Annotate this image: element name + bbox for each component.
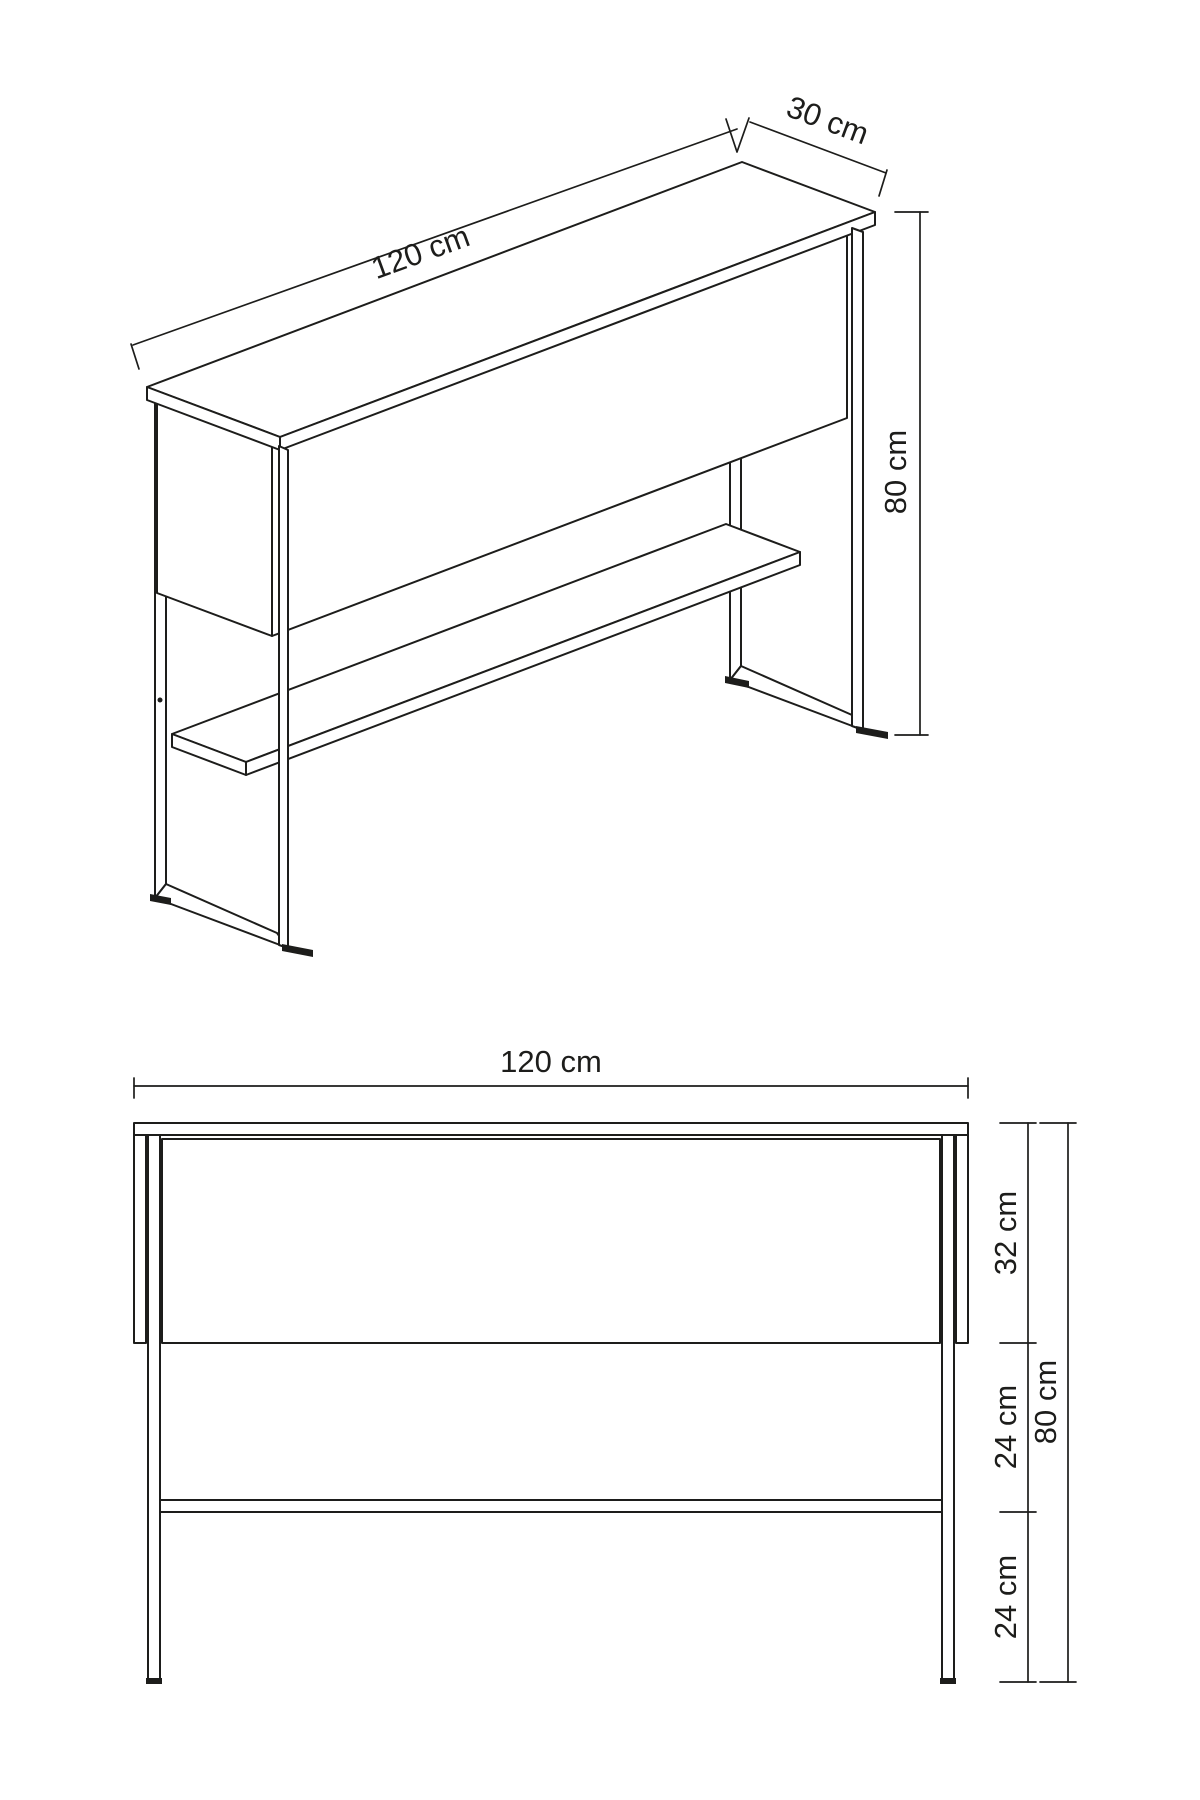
length-dim-label: 120 cm [366,218,475,286]
right-leg-bottom-bar [730,666,863,730]
front-left-side-panel [134,1135,146,1343]
total-height-label: 80 cm [1028,1359,1063,1445]
left-leg-front-bar [279,446,288,948]
right-leg-front-foot [856,726,888,739]
right-leg-front-bar [852,228,863,730]
depth-dim-label: 30 cm [782,88,874,152]
shelf-gap-label: 24 cm [988,1384,1023,1470]
front-right-leg [942,1135,954,1680]
floor-gap-label: 24 cm [988,1554,1023,1640]
front-table-top [134,1123,968,1135]
front-right-side-panel [956,1135,968,1343]
front-left-foot [146,1678,162,1684]
cam-dot [158,698,163,703]
front-right-foot [940,1678,956,1684]
iso-height-dimension [878,212,928,735]
isometric-view [131,89,928,957]
front-left-leg [148,1135,160,1680]
height-dim-label: 80 cm [878,429,913,515]
front-cabinet-body [162,1139,940,1343]
cabinet-height-label: 32 cm [988,1190,1023,1276]
front-view [134,1044,1076,1684]
front-total-height-dimension [1028,1123,1076,1682]
width-dim-label: 120 cm [500,1044,602,1079]
front-width-dimension [134,1044,968,1098]
length-dim-tick-right-v [726,118,749,152]
left-leg-front-foot [282,944,313,957]
left-leg-bottom-bar [155,884,288,948]
length-dim-tick-left [131,344,139,369]
front-shelf [160,1500,942,1512]
depth-dim-tick-right [879,170,887,196]
